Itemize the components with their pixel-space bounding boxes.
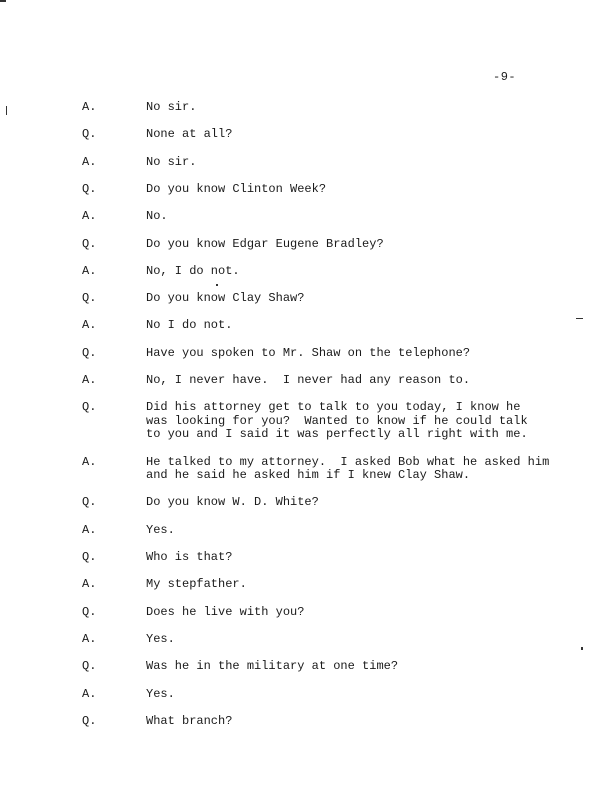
- transcript-line: No sir.: [146, 100, 197, 114]
- transcript-line: Do you know Edgar Eugene Bradley?: [146, 236, 384, 251]
- speaker-label: A.: [82, 522, 97, 537]
- transcript-line: Yes.: [146, 522, 175, 537]
- speaker-label: A.: [82, 686, 97, 701]
- transcript-line: and he said he asked him if I knew Clay Shaw.: [146, 468, 471, 483]
- transcript-line: What branch?: [146, 713, 233, 728]
- transcript-line: No, I never have. I never had any reason to.: [146, 373, 471, 387]
- scan-mark: [6, 106, 7, 115]
- transcript-line: Does he live with you?: [146, 604, 305, 619]
- transcript-line: Do you know Clinton Week?: [146, 181, 327, 196]
- speaker-label: A.: [82, 373, 97, 387]
- speaker-label: Q.: [82, 400, 97, 415]
- transcript-line: Do you know Clay Shaw?: [146, 291, 305, 306]
- transcript-line: Yes.: [146, 686, 175, 701]
- transcript-line: Was he in the military at one time?: [146, 659, 399, 674]
- transcript-line: was looking for you? Wanted to know if he could talk: [146, 413, 528, 428]
- speaker-label: Q.: [82, 236, 97, 251]
- speaker-label: A.: [82, 454, 97, 469]
- speaker-label: A.: [82, 100, 97, 114]
- transcript-line: to you and I said it was perfectly all right with me.: [146, 427, 528, 442]
- speaker-label: Q.: [82, 659, 97, 674]
- speaker-label: A.: [82, 577, 97, 592]
- speaker-label: A.: [82, 154, 97, 169]
- speaker-label: A.: [82, 263, 97, 278]
- transcript-line: No sir.: [146, 154, 197, 169]
- transcript-line: No I do not.: [146, 318, 233, 333]
- speaker-label: Q.: [82, 604, 97, 619]
- transcript-line: Do you know W. D. White?: [146, 495, 319, 510]
- scan-mark: [581, 647, 583, 650]
- transcript-line: Who is that?: [146, 550, 233, 564]
- scan-mark: [216, 284, 218, 286]
- speaker-label: Q.: [82, 127, 97, 142]
- scan-mark: [576, 318, 583, 319]
- transcript-line: None at all?: [146, 127, 233, 142]
- speaker-label: Q.: [82, 291, 97, 306]
- speaker-label: Q.: [82, 181, 97, 196]
- transcript-line: He talked to my attorney. I asked Bob what he asked him: [146, 454, 550, 469]
- speaker-label: Q.: [82, 550, 97, 564]
- speaker-label: A.: [82, 209, 97, 224]
- speaker-label: Q.: [82, 713, 97, 728]
- speaker-label: Q.: [82, 345, 97, 360]
- page-number: -9-: [493, 70, 517, 84]
- transcript-line: No, I do not.: [146, 263, 240, 278]
- transcript-line: Have you spoken to Mr. Shaw on the telephone?: [146, 345, 471, 360]
- scan-mark: [0, 0, 6, 2]
- transcript-line: Did his attorney get to talk to you today, I know he: [146, 400, 521, 415]
- speaker-label: A.: [82, 631, 97, 646]
- transcript-line: My stepfather.: [146, 577, 247, 592]
- transcript-line: No.: [146, 209, 168, 224]
- speaker-label: Q.: [82, 495, 97, 510]
- transcript-line: Yes.: [146, 631, 175, 646]
- speaker-label: A.: [82, 318, 97, 333]
